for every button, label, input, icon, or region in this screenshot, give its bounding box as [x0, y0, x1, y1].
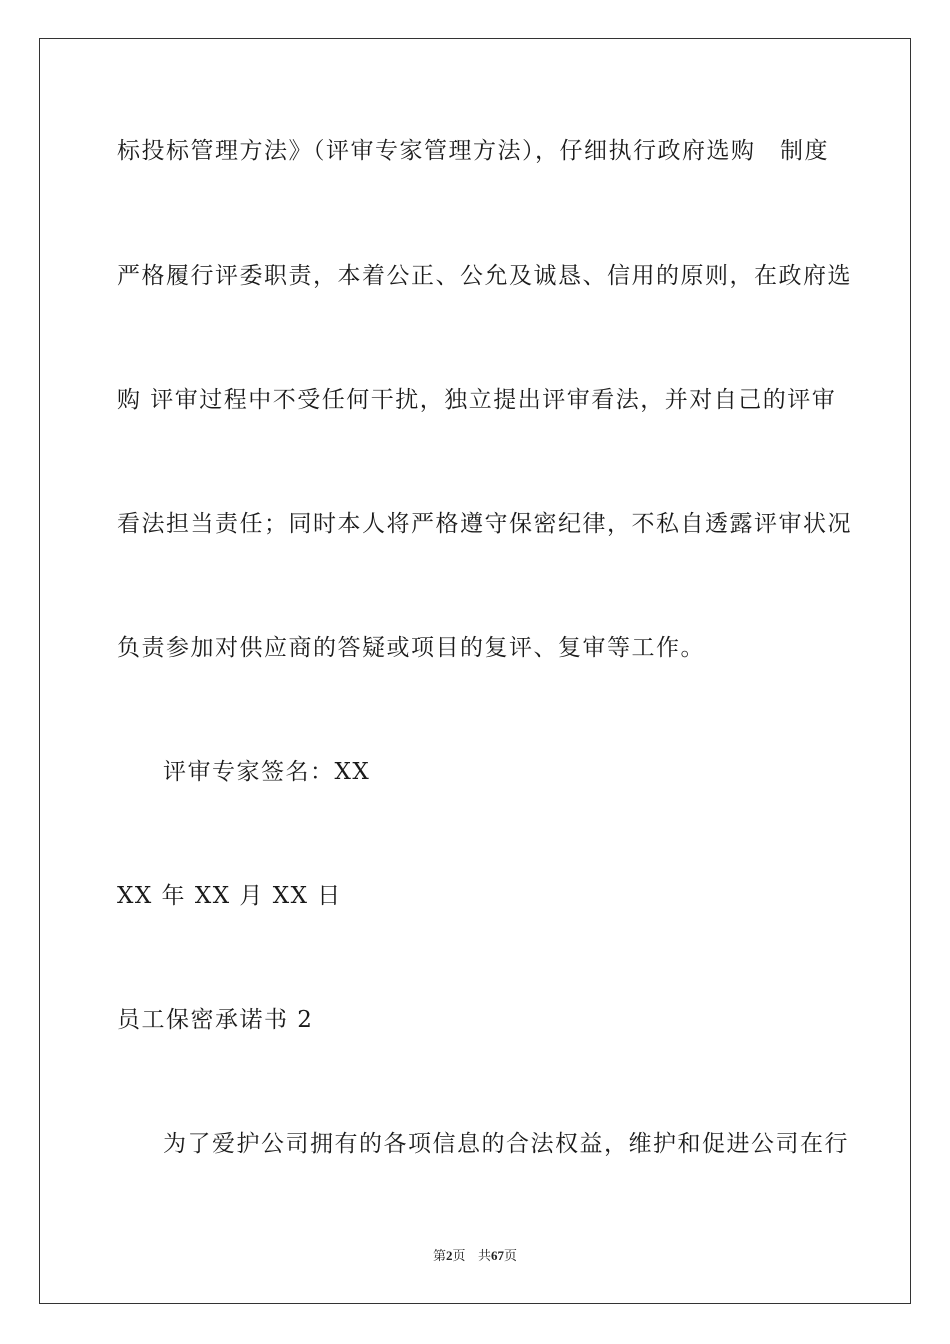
- footer-total-pages: 67: [490, 1248, 504, 1263]
- footer-page-suffix: 页: [452, 1249, 466, 1264]
- body-line-1: 标投标管理方法》（评审专家管理方法），仔细执行政府选购 制度: [117, 138, 829, 164]
- footer-page-prefix: 第: [433, 1249, 447, 1264]
- body-line-5: 负责参加对供应商的答疑或项目的复评、复审等工作。: [117, 635, 705, 661]
- footer-total-prefix: 共: [477, 1249, 491, 1264]
- date-line: XX 年 XX 月 XX 日: [117, 883, 342, 909]
- section-heading: 员工保密承诺书 2: [117, 1007, 314, 1033]
- signature-line: 评审专家签名：XX: [163, 759, 371, 785]
- body-line-4: 看法担当责任；同时本人将严格遵守保密纪律，不私自透露评审状况: [117, 511, 852, 537]
- body-line-6: 为了爱护公司拥有的各项信息的合法权益，维护和促进公司在行: [163, 1131, 849, 1157]
- body-line-3: 购 评审过程中不受任何干扰，独立提出评审看法，并对自己的评审: [117, 387, 837, 413]
- footer-page-number: 2: [446, 1248, 453, 1263]
- footer-total-suffix: 页: [503, 1249, 517, 1264]
- page-frame: [39, 38, 911, 1304]
- page-footer: [0, 1248, 950, 1265]
- body-line-2: 严格履行评委职责，本着公正、公允及诚恳、信用的原则，在政府选: [117, 263, 852, 289]
